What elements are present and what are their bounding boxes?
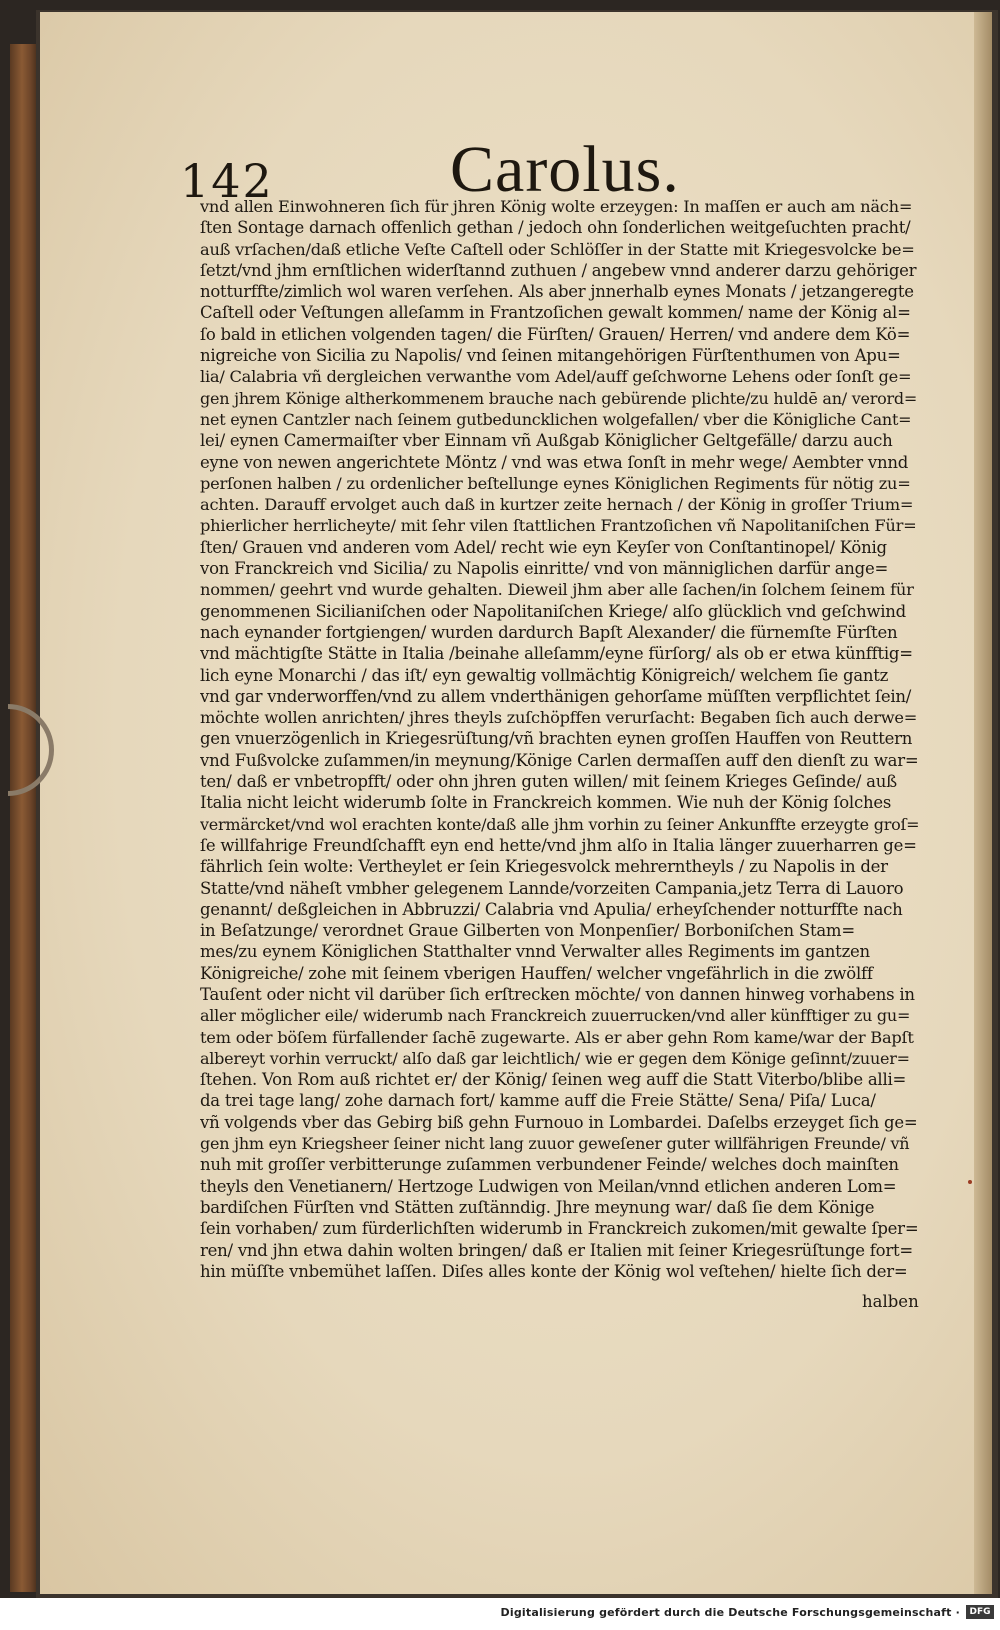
book-page	[40, 12, 992, 1594]
text-line: vnd allen Einwohneren ſich für jhren König wolte erzeygen: In maſſen er auch am näch=	[200, 197, 913, 216]
text-line: ſten/ Grauen vnd anderen vom Adel/ recht wie eyn Keyſer von Conſtantinopel/ König	[200, 537, 887, 557]
text-line: von Franckreich vnd Sicilia/ zu Napolis einritte/ vnd von männiglichen darfür ange=	[200, 559, 889, 579]
dfg-logo: DFG	[966, 1605, 994, 1619]
running-title: Carolus.	[450, 133, 680, 206]
text-line: ſetzt/vnd jhm ernſtlichen widerſtannd zuthuen / angebew vnnd anderer darzu gehöriger	[200, 260, 917, 280]
text-line: Caſtell oder Veſtungen alleſamm in Frantzoſichen gewalt kommen/ name der König al=	[200, 303, 911, 323]
text-line: fährlich ſein wolte: Vertheylet er ſein Kriegesvolck mehrerntheyls / zu Napolis in der	[200, 857, 888, 877]
text-line: da trei tage lang/ zohe darnach fort/ kamme auff die Freie Stätte/ Sena/ Piſa/ Luca/	[200, 1091, 876, 1111]
text-line: theyls den Venetianern/ Hertzoge Ludwigen von Meilan/vnnd etlichen anderen Lom=	[200, 1176, 897, 1196]
text-line: Tauſent oder nicht vil darüber ſich erſtrecken möchte/ von dannen hinweg vorhabens in	[200, 984, 915, 1004]
text-line: nommen/ geehrt vnd wurde gehalten. Dieweil jhm aber alle ſachen/in ſolchem ſeinem für	[200, 580, 914, 600]
text-line: ren/ vnd jhn etwa dahin wolten bringen/ daß er Italien mit ſeiner Kriegesrüſtunge fort=	[200, 1240, 913, 1260]
page-number: 142	[180, 154, 274, 208]
text-line: notturffte/zimlich wol waren verſehen. Als aber jnnerhalb eynes Monats / jetzangeregte	[200, 282, 914, 302]
text-line: ten/ daß er vnbetropfft/ oder ohn jhren guten willen/ mit ſeinem Krieges Geſinde/ auß	[200, 772, 897, 792]
text-line: lei/ eynen Camermaiſter vber Einnam vñ Außgab Königlicher Geltgefälle/ darzu auch	[200, 431, 893, 451]
text-line: albereyt vorhin verruckt/ alſo daß gar leichtlich/ wie er gegen dem Könige geſinnt/zuuer=	[200, 1048, 910, 1068]
text-line: nuh mit groſſer verbitterunge zuſammen verbundener Feinde/ welches doch mainſten	[200, 1155, 899, 1175]
text-line: vñ volgends vber das Gebirg biß gehn Furnouo in Lombardei. Daſelbs erzeyget ſich ge=	[200, 1112, 918, 1132]
text-line: ſtehen. Von Rom auß richtet er/ der König/ ſeinen weg auff die Statt Viterbo/blibe alli=	[200, 1070, 907, 1090]
text-line: in Beſatzunge/ verordnet Graue Gilberten von Monpenſier/ Borboniſchen Stam=	[200, 921, 855, 941]
text-line: gen vnuerzögenlich in Kriegesrüſtung/vñ brachten eynen groſſen Hauffen von Reuttern	[200, 729, 913, 749]
footer-bar	[0, 1598, 1000, 1630]
text-line: tem oder böſem fürfallender ſachē zugewarte. Als er aber gehn Rom kame/war der Bapſt	[200, 1027, 914, 1047]
text-line: ſten Sontage darnach offenlich gethan / jedoch ohn ſonderlichen weitgeſuchten pracht/	[200, 218, 911, 238]
text-line: vnd Fußvolcke zuſammen/in meynung/Könige Carlen dermaſſen auff den dienſt zu war=	[200, 750, 919, 770]
catchword: halben	[862, 1292, 919, 1311]
text-line: mes/zu eynem Königlichen Statthalter vnnd Verwalter alles Regiments im gantzen	[200, 942, 870, 962]
text-line: vnd mächtigſte Stätte in Italia /beinahe alleſamm/eyne fürſorg/ als ob er etwa künfftig=	[200, 644, 913, 664]
text-line: genannt/ deßgleichen in Abbruzzi/ Calabria vnd Apulia/ erheyſchender notturffte nach	[200, 899, 903, 919]
text-line: phierlicher herrlicheyte/ mit ſehr vilen ſtattlichen Frantzoſichen vñ Napolitaniſchen Für=	[200, 516, 917, 536]
text-line: achten. Darauff ervolget auch daß in kurtzer zeite hernach / der König in groſſer Trium=	[200, 495, 914, 515]
text-line: hin müſſte vnbemühet laſſen. Diſes alles konte der König wol veſtehen/ hielte ſich der=	[200, 1261, 908, 1281]
text-line: bardiſchen Fürſten vnd Stätten zuſtänndig. Jhre meynung war/ daß ſie dem Könige	[200, 1197, 875, 1217]
text-line: möchte wollen anrichten/ jhres theyls zuſchöpffen verurſacht: Begaben ſich auch derwe=	[200, 708, 918, 728]
text-line: lia/ Calabria vñ dergleichen verwanthe vom Adel/auff geſchworne Lehens oder ſonſt ge=	[200, 367, 912, 387]
text-line: vnd gar vnderworffen/vnd zu allem vnderthänigen gehorſame müſſten verpflichtet ſein/	[200, 686, 912, 706]
text-line: eyne von newen angerichtete Möntz / vnd was etwa ſonſt in mehr wege/ Aembter vnnd	[200, 452, 909, 472]
text-line: net eynen Cantzler nach ſeinem gutbeduncklichen wolgefallen/ vber die Königliche Cant=	[200, 409, 912, 429]
text-line: auß vrſachen/daß etliche Veſte Caſtell oder Schlöſſer in der Statte mit Kriegesvolcke be=	[200, 239, 915, 259]
text-line: ſo bald in etlichen volgenden tagen/ die Fürſten/ Grauen/ Herren/ vnd andere dem Kö=	[200, 324, 911, 344]
text-line: Königreiche/ zohe mit ſeinem vberigen Hauffen/ welcher vngefährlich in die zwölff	[200, 963, 873, 983]
body-text	[200, 196, 920, 1282]
text-line: ſein vorhaben/ zum fürderlichſten widerumb in Franckreich zukomen/mit gewalte ſper=	[200, 1219, 919, 1239]
text-line: gen jhrem Könige altherkommenem brauche nach gebürende plichte/zu huldē an/ verord=	[200, 388, 918, 408]
text-line: aller möglicher eile/ widerumb nach Franckreich zuuerrucken/vnd aller künfftiger zu gu=	[200, 1006, 911, 1026]
text-line: vermärcket/vnd wol erachten konte/daß alle jhm vorhin zu ſeiner Ankunffte erzeygte groſ=	[200, 814, 920, 834]
page-fore-edge	[974, 12, 992, 1594]
footer-credit: Digitalisierung gefördert durch die Deutsche Forschungsgemeinschaft ·	[500, 1606, 960, 1619]
text-line: lich eyne Monarchi / das iſt/ eyn gewaltig vollmächtig Königreich/ welchem ſie gantz	[200, 665, 889, 685]
text-line: Italia nicht leicht widerumb ſolte in Franckreich kommen. Wie nuh der König ſolches	[200, 793, 892, 813]
ink-mark	[968, 1180, 972, 1184]
text-line: Statte/vnd näheſt vmbher gelegenem Lannde/vorzeiten Campania,jetz Terra di Lauoro	[200, 878, 904, 898]
text-line: perſonen halben / zu ordenlicher beſtellunge eynes Königlichen Regiments für nötig zu=	[200, 473, 911, 493]
text-line: gen jhm eyn Kriegsheer ſeiner nicht lang zuuor geweſener guter willfährigen Freunde/ vñ	[200, 1134, 910, 1154]
text-line: ſe willfahrige Freundſchafft eyn end hette/vnd jhm alſo in Italia länger zuuerharren ge=	[200, 835, 917, 855]
text-line: nigreiche von Sicilia zu Napolis/ vnd ſeinen mitangehörigen Fürſtenthumen von Apu=	[200, 346, 901, 366]
text-line: nach eynander fortgiengen/ wurden dardurch Bapſt Alexander/ die fürnemſte Fürſten	[200, 622, 898, 642]
text-line: genommenen Sicilianiſchen oder Napolitaniſchen Kriege/ alſo glücklich vnd geſchwind	[200, 601, 906, 621]
